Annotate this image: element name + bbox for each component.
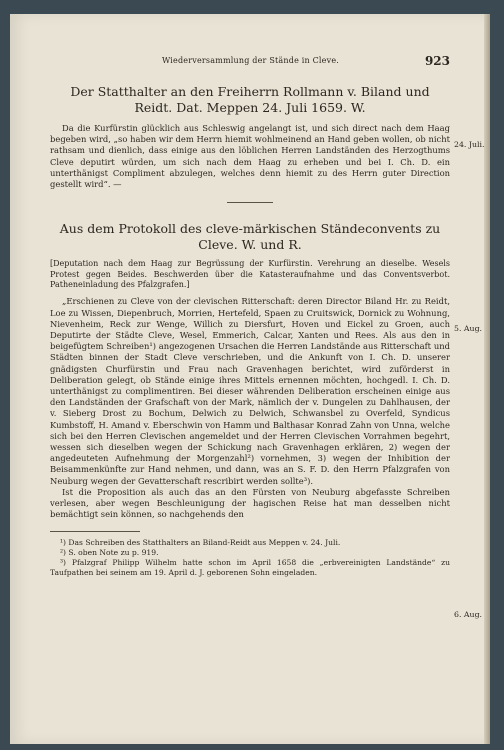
running-title: Wiederversammlung der Stände in Cleve. (162, 56, 340, 65)
margin-date-6-aug: 6. Aug. (454, 610, 483, 619)
section1-title-line2: Reidt. Dat. Meppen 24. Juli 1659. W. (134, 100, 366, 115)
section1-title-line1: Der Statthalter an den Freiherrn Rollmann v. Biland und (70, 84, 430, 99)
page-content (50, 56, 450, 578)
running-header (50, 56, 450, 72)
page-number: 923 (424, 54, 450, 68)
footnote-separator (50, 531, 140, 532)
section2-paragraph2: Ist die Proposition als auch das an den Fürsten von Neuburg abgefasste Schreiben verlesen, aber wegen Beschleunigung der hagischen Reise hat man desselben nicht bemächtigt sein können, so nachgehends den (50, 486, 450, 520)
footnote-1: ¹) Das Schreiben des Statthalters an Biland-Reidt aus Meppen v. 24. Juli. (60, 537, 341, 547)
footnotes (50, 538, 450, 578)
page-edge (484, 14, 490, 744)
section1-paragraph: Da die Kurfürstin glücklich aus Schleswig angelangt ist, und sich direct nach dem Haag begeben wird, „so haben wir dem Herrn hiemit wohlmeinend an Hand geben wollen, ob nicht rathsam und dienlich, dass einige aus den löblichen Herren Landständen des Herzogthums Cleve deputirt würden, um sich nach dem Haag zu erheben und bei I. Ch. D. ein unterthänigst Compliment abzulegen, welches denn hiemit zu des Herrn guter Direction gestellt wird“. — (50, 123, 450, 190)
margin-date-5-aug: 5. Aug. (454, 324, 483, 333)
margin-date-24-juli: 24. Juli. (454, 140, 485, 149)
section2-title-line2: Cleve. W. und R. (198, 237, 302, 253)
section2-paragraph1: „Erschienen zu Cleve von der clevischen Ritterschaft: deren Director Biland Hr. zu Reidt, Loe zu Wissen, Diepenbruch, Morrien, Hertefeld, Spaen zu Cruitswick, Dornick zu Wohnung, Nievenheim, Reck zur Wenge, Willich zu Diersfurt, Hoven und Eickel zu Groen, auch Deputirte der Städte Cleve, Wesel, Emmerich, Calcar, Xanten und Rees. Als aus den in beigefügtem Schreiben¹) angezogenen Ursachen die Herren Landstände aus Ritterschaft und Städten binnen der Stadt Cleve verschrieben, und die Ankunft von I. Ch. D. unserer gnädigsten Churfürstin und Frau nach Gravenhagen berichtet, wird zuförderst in Deliberation gelegt, ob Stände einige ihres Mittels ernennen möchten, hochgedl. I. Ch. D. unterthänigst zu complimentiren. Bei dieser währenden Deliberation erscheinen einige aus den Landständen der Grafschaft von der Mark, nämlich der v. Dungelen zu Dahlhausen, der v. Sieberg Drost zu Bochum, Delwich zu Delwich, Schwansbel zu Overfeld, Syndicus Kumbstoff, H. Amand v. Eberschwin von Hamm und Balthasar Konrad Zahn von Unna, welche sich bei den Herren Clevischen angemeldet und der Herren Clevischen Vorrahmen begehrt, wessen sich dieselben wegen der Schickung nach Gravenhagen erklären, 2) wegen der angedeuteten Aufnehmung der Morgenzahl²) vornehmen, 3) wegen der Inhibition der Beisammenkünfte zur Hand nehmen, und dann, was an S. F. D. den Herrn Pfalzgrafen von Neuburg wegen der Gevatterschaft rescribirt werden sollte³). (50, 296, 450, 486)
footnote-3: ³) Pfalzgraf Philipp Wilhelm hatte schon im April 1658 die „erbvereinigten Landstände“ zu Taufpathen bei seinem am 19. April d. J. geborenen Sohn eingeladen. (50, 557, 450, 577)
section2-title (50, 221, 450, 253)
section2-title-line1: Aus dem Protokoll des cleve-märkischen Ständeconvents zu (59, 221, 441, 237)
book-page (10, 14, 490, 744)
footnote-2: ²) S. oben Note zu p. 919. (60, 547, 159, 557)
section1-title (50, 84, 450, 116)
section2-summary: [Deputation nach dem Haag zur Begrüssung der Kurfürstin. Verehrung an dieselbe. Wesels Protest gegen Beides. Beschwerden über die Katasteraufnahme und das Conventsverbot. Patheneinladung des Pfalzgrafen.] (50, 259, 450, 290)
section-separator (227, 202, 273, 203)
